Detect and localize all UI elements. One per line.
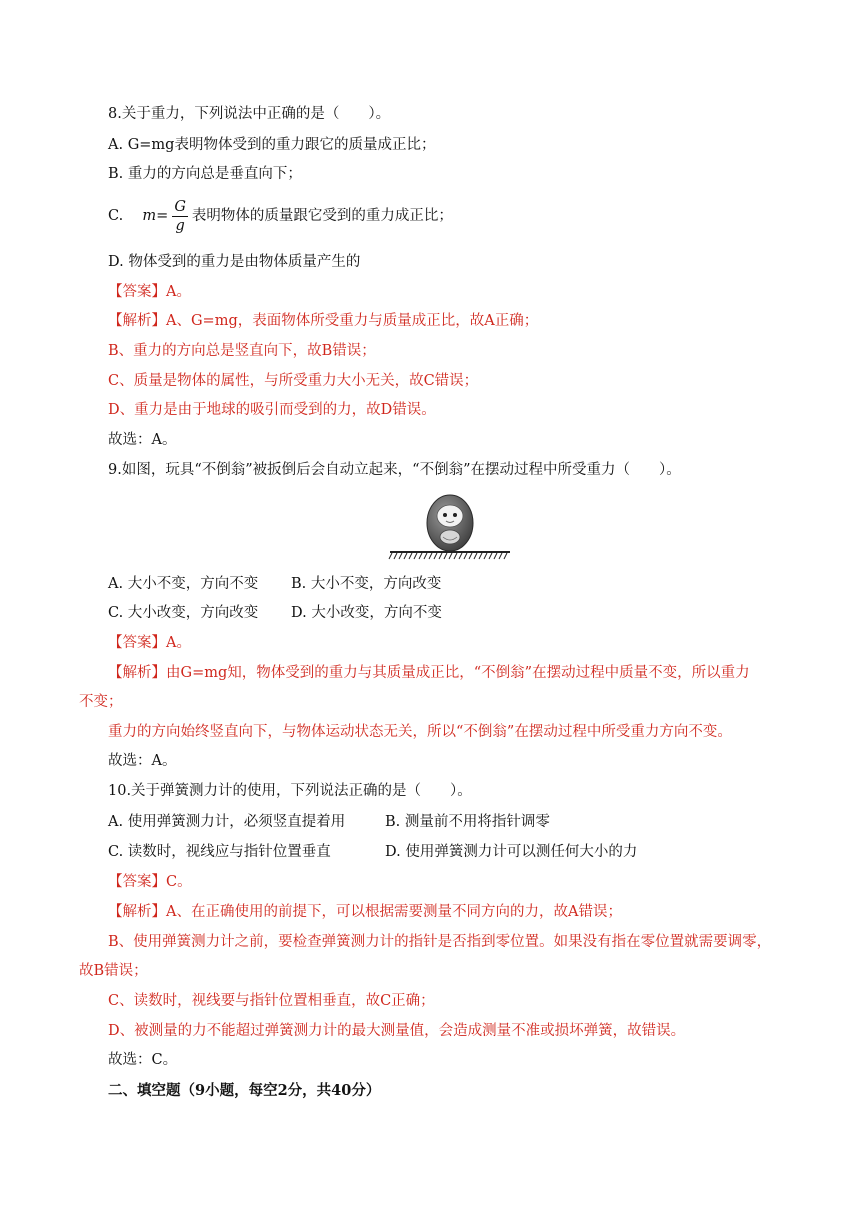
q9-answer: 【答案】A。 bbox=[108, 635, 191, 651]
q8-analysis-line: 【解析】A、G=mg，表面物体所受重力与质量成正比，故A正确； bbox=[108, 313, 539, 329]
formula-fraction bbox=[172, 198, 188, 235]
q9-option-a: A. 大小不变，方向不变 bbox=[108, 576, 259, 592]
q8-option-b: B. 重力的方向总是垂直向下； bbox=[108, 166, 302, 182]
q9-analysis-line: 不变； bbox=[79, 694, 123, 710]
q10-choose: 故选：C。 bbox=[108, 1052, 178, 1068]
q8-option-c bbox=[108, 196, 453, 236]
fraction-denominator: g bbox=[175, 217, 185, 234]
q8-option-d: D. 物体受到的重力是由物体质量产生的 bbox=[108, 254, 361, 270]
q8-stem: 8.关于重力，下列说法中正确的是（ ）。 bbox=[108, 106, 391, 122]
q8-choose: 故选：A。 bbox=[108, 432, 177, 448]
q9-choose: 故选：A。 bbox=[108, 753, 177, 769]
q9-analysis-line: 重力的方向始终竖直向下，与物体运动状态无关，所以“不倒翁”在摆动过程中所受重力方向不变。 bbox=[108, 724, 732, 740]
formula-m: m bbox=[142, 208, 157, 224]
q10-analysis-line: D、被测量的力不能超过弹簧测力计的最大测量值，会造成测量不准或损坏弹簧，故错误。 bbox=[108, 1023, 686, 1039]
q8-analysis-line: D、重力是由于地球的吸引而受到的力，故D错误。 bbox=[108, 402, 436, 418]
q8-answer: 【答案】A。 bbox=[108, 284, 191, 300]
fraction-numerator: G bbox=[174, 198, 186, 215]
q8-option-a: A. G=mg表明物体受到的重力跟它的质量成正比； bbox=[108, 137, 436, 153]
q8-analysis-line: B、重力的方向总是竖直向下，故B错误； bbox=[108, 343, 376, 359]
q9-option-d: D. 大小改变，方向不变 bbox=[291, 605, 442, 621]
q10-analysis-line: B、使用弹簧测力计之前，要检查弹簧测力计的指针是否指到零位置。如果没有指在零位置就需要调零， bbox=[108, 934, 772, 950]
tumbler-toy-figure bbox=[388, 487, 512, 561]
q10-analysis-line: 【解析】A、在正确使用的前提下，可以根据需要测量不同方向的力，故A错误； bbox=[108, 904, 622, 920]
q9-analysis-line: 【解析】由G=mg知，物体受到的重力与其质量成正比，“不倒翁”在摆动过程中质量不变，所以重力 bbox=[108, 665, 750, 681]
q10-option-a: A. 使用弹簧测力计，必须竖直提着用 bbox=[108, 814, 346, 830]
q10-option-d: D. 使用弹簧测力计可以测任何大小的力 bbox=[385, 844, 638, 860]
q8-option-c-text: 表明物体的质量跟它受到的重力成正比； bbox=[191, 208, 453, 224]
q9-stem: 9.如图，玩具“不倒翁”被扳倒后会自动立起来，“不倒翁”在摆动过程中所受重力（ ）。 bbox=[108, 462, 681, 478]
q10-option-c: C. 读数时，视线应与指针位置垂直 bbox=[108, 844, 331, 860]
q9-option-c: C. 大小改变，方向改变 bbox=[108, 605, 259, 621]
q9-option-b: B. 大小不变，方向改变 bbox=[291, 576, 442, 592]
q10-stem: 10.关于弹簧测力计的使用，下列说法正确的是（ ）。 bbox=[108, 783, 472, 799]
q10-analysis-line: 故B错误； bbox=[79, 963, 148, 979]
formula-equals: = bbox=[156, 208, 169, 224]
q10-answer: 【答案】C。 bbox=[108, 874, 192, 890]
q8-analysis-line: C、质量是物体的属性，与所受重力大小无关，故C错误； bbox=[108, 373, 479, 389]
section-heading: 二、填空题（9小题，每空2分，共40分） bbox=[108, 1082, 381, 1099]
q10-option-b: B. 测量前不用将指针调零 bbox=[385, 814, 550, 830]
q8-option-c-prefix: C. bbox=[108, 208, 124, 224]
q10-analysis-line: C、读数时，视线要与指针位置相垂直，故C正确； bbox=[108, 993, 435, 1009]
